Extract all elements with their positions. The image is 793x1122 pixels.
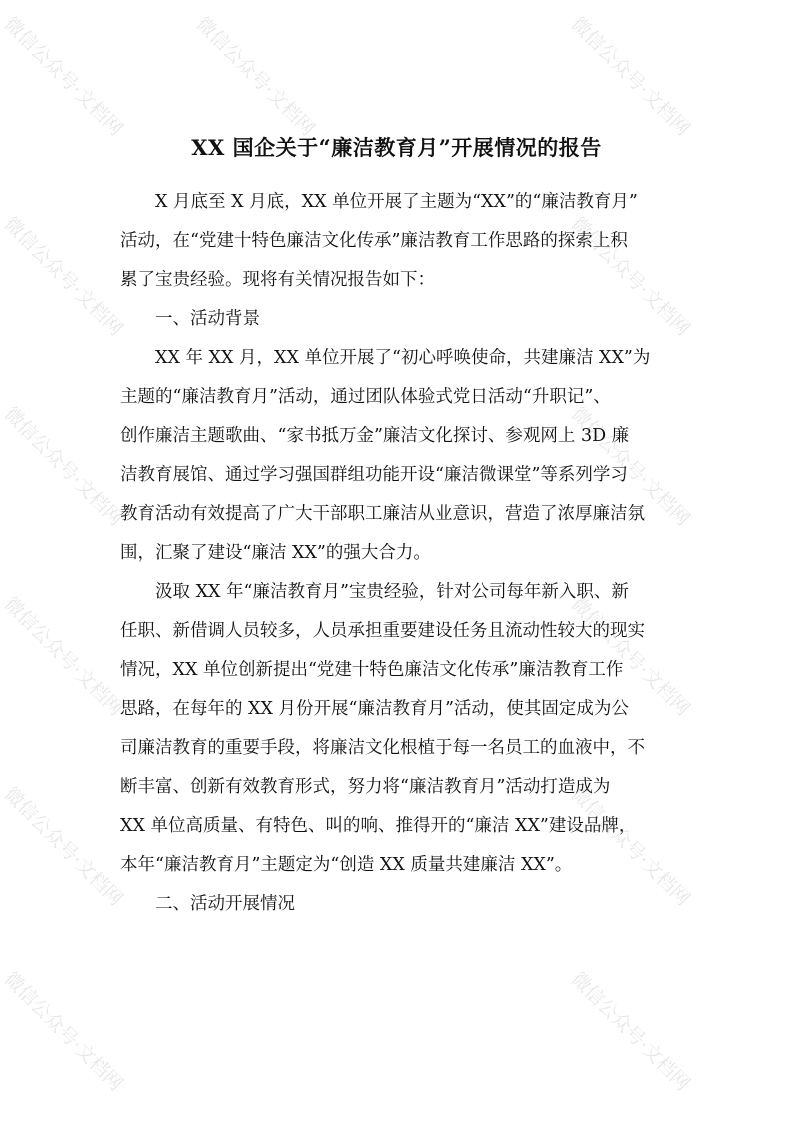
watermark: 微信公众号·文档网 bbox=[566, 782, 694, 911]
document-title: XX 国企关于“廉洁教育月”开展情况的报告 bbox=[191, 135, 602, 160]
section-heading-activities: 二、活动开展情况 bbox=[155, 894, 295, 914]
paragraph-background: XX 年 XX 月，XX 单位开展了“初心呼唤使命，共建廉洁 XX”为 主题的“廉洁教育月”活动，通过团队体验式党日活动“升职记”、 创作廉洁主题歌曲、“家书抵万金”廉洁文化探讨、参观网上 3D 廉 洁教育展馆、通过学习强国群组功能开设“廉洁微课堂”等系列学习 教育活动有效提高了广大干部职工廉洁从业意识，营造了浓厚廉洁氛 围，汇聚了建设“廉洁 XX”的强大合力。 bbox=[120, 348, 651, 563]
watermark: 微信公众号·文档网 bbox=[566, 967, 694, 1096]
watermark: 微信公众号·文档网 bbox=[0, 12, 127, 141]
watermark: 微信公众号·文档网 bbox=[0, 782, 127, 911]
section-heading-background: 一、活动背景 bbox=[155, 309, 260, 329]
watermark: 微信公众号·文档网 bbox=[566, 12, 694, 141]
paragraph-experience: 汲取 XX 年“廉洁教育月”宝贵经验，针对公司每年新入职、新 任职、新借调人员较多，人员承担重要建设任务且流动性较大的现实 情况，XX 单位创新提出“党建十特色廉洁文化传承”廉洁教育工作 思路，在每年的 XX 月份开展“廉洁教育月”活动，使其固定成为公 司廉洁教育的重要手段，将廉洁文化根植于每一名员工的血液中，不 断丰富、创新有效教育形式，努力将“廉洁教育月”活动打造成为 XX 单位高质量、有特色、叫的响、推得开的“廉洁 XX”建设品牌， 本年“廉洁教育月”主题定为“创造 XX 质量共建廉洁 XX”。 bbox=[120, 582, 645, 875]
watermark: 微信公众号·文档网 bbox=[566, 592, 694, 721]
watermark: 微信公众号·文档网 bbox=[191, 12, 319, 141]
watermark: 微信公众号·文档网 bbox=[0, 212, 127, 341]
document-body bbox=[120, 183, 675, 924]
watermark: 微信公众号·文档网 bbox=[0, 967, 127, 1096]
watermark: 微信公众号·文档网 bbox=[0, 592, 127, 721]
watermark: 微信公众号·文档网 bbox=[566, 402, 694, 531]
watermark: 微信公众号·文档网 bbox=[566, 212, 694, 341]
paragraph-intro: X 月底至 X 月底，XX 单位开展了主题为“XX”的“廉洁教育月” 活动，在“党建十特色廉洁文化传承”廉洁教育工作思路的探索上积 累了宝贵经验。现将有关情况报告如下： bbox=[120, 192, 638, 290]
watermark: 微信公众号·文档网 bbox=[0, 402, 127, 531]
